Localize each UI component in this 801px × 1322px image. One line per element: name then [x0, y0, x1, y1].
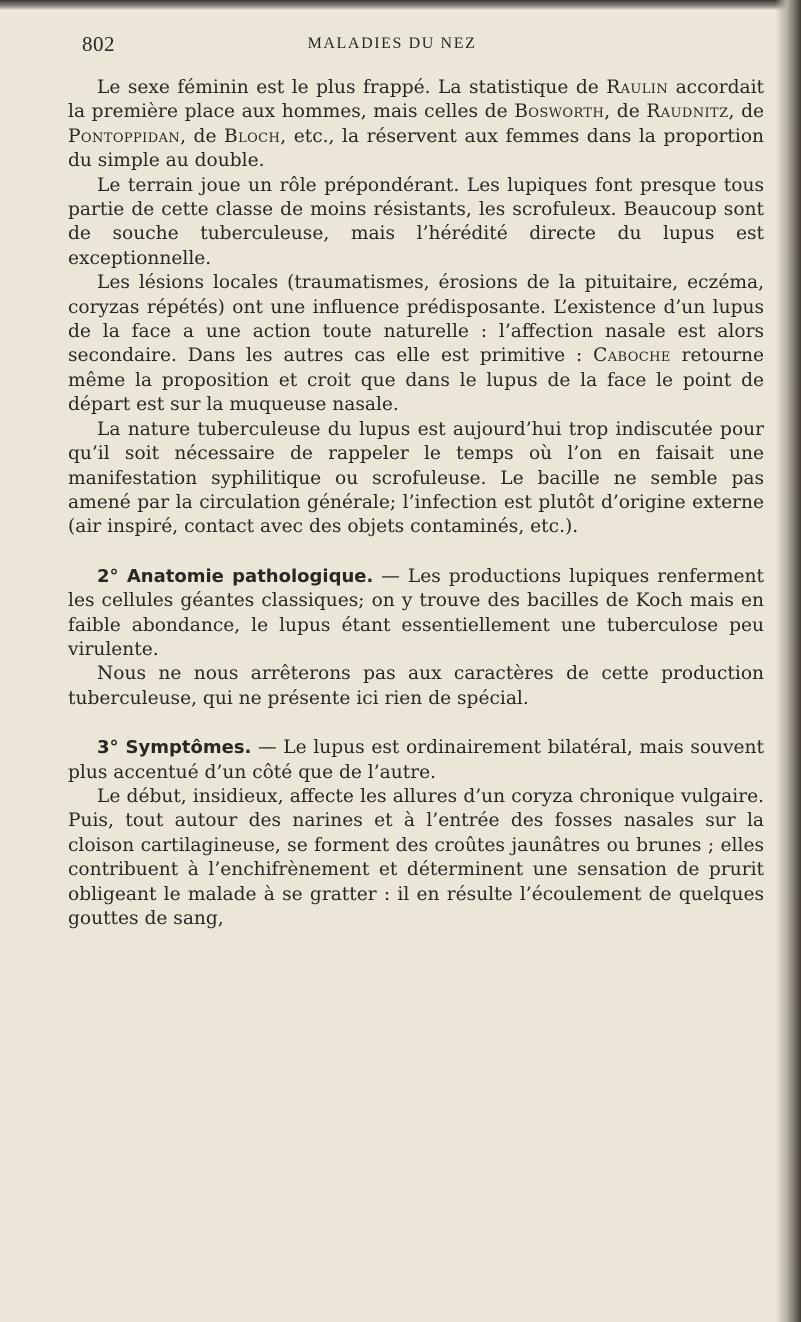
running-title: MALADIES DU NEZ	[307, 35, 477, 52]
paragraph-text: Le sexe féminin est le plus frappé. La statistique de	[97, 77, 607, 98]
paragraph-text: , de	[728, 101, 764, 123]
author-name: Raulin	[606, 77, 669, 98]
page-binding-shadow	[775, 0, 801, 1322]
section-heading-symptoms: 3° Symptômes.	[97, 737, 252, 759]
paragraph-text: Les lésions locales (traumatismes, érosions de la pituitaire, eczéma, coryzas répétés) ont une influence prédisposante. L’existence d’un lupus de la face a une action toute naturelle : l’affection nasale est alors secondaire. Dans les autres cas elle est primitive :	[68, 272, 764, 367]
paragraph-text: , etc., la réservent aux femmes dans la proportion du simple au double.	[68, 125, 764, 172]
author-name: Bloch	[224, 125, 281, 147]
author-name: Pontoppidan	[68, 125, 181, 147]
paragraph-pathological-anatomy	[68, 565, 764, 663]
page-number: 802	[82, 32, 115, 56]
paragraph-terrain: Le terrain joue un rôle prépondérant. Les lupiques font presque tous partie de cette classe de moins résistants, les scrofuleux. Beaucoup sont de souche tuberculeuse, mais l’hérédité directe du lupus est exceptionnelle.	[68, 174, 764, 269]
author-name: Caboche	[593, 345, 671, 367]
paragraph-text: accordait la première place aux hommes, mais celles de	[68, 77, 764, 123]
paragraph-text: — Le lupus est ordinairement bilatéral, mais souvent plus accentué d’un côté que de l’autre.	[68, 737, 764, 783]
author-name: Bosworth	[514, 101, 605, 123]
page-body	[68, 76, 764, 931]
paragraph-text: , de	[180, 125, 225, 147]
paragraph-tuberculous-nature: La nature tuberculeuse du lupus est aujourd’hui trop indiscutée pour qu’il soit nécessaire de rappeler le temps où l’on en faisait une manifestation syphilitique ou scrofuleuse. Le bacille ne semble pas amené par la circulation générale; l’infection est plutôt d’origine externe (air inspiré, contact avec des objets contaminés, etc.).	[68, 418, 764, 538]
paragraph-text: , de	[604, 101, 647, 123]
author-name: Raudnitz	[646, 101, 729, 123]
page-header	[82, 32, 762, 62]
paragraph-production-note: Nous ne nous arrêterons pas aux caractères de cette production tuberculeuse, qui ne présente ici rien de spécial.	[68, 663, 764, 709]
page-top-shadow	[0, 0, 801, 10]
paragraph-text: — Les productions lupiques renferment les cellules géantes classiques; on y trouve des bacilles de Koch mais en faible abondance, le lupus étant essentiellement une tuberculose peu virulente.	[68, 565, 764, 660]
paragraph-text: retourne même la proposition et croit que dans le lupus de la face le point de départ est sur la muqueuse nasale.	[68, 345, 765, 416]
paragraph-symptoms	[68, 736, 764, 785]
paragraph-local-lesions	[68, 271, 764, 417]
paragraph-onset: Le début, insidieux, affecte les allures d’un coryza chronique vulgaire. Puis, tout autour des narines et à l’entrée des fosses nasales sur la cloison cartilagineuse, se forment des croûtes jaunâtres ou brunes ; elles contribuent à l’enchifrènement et déterminent une sensation de prurit obligeant le malade à se gratter : il en résulte l’écoulement de quelques gouttes de sang,	[68, 785, 764, 929]
section-heading-anatomy: 2° Anatomie pathologique.	[97, 565, 374, 587]
paragraph-sex-statistics	[68, 76, 764, 174]
